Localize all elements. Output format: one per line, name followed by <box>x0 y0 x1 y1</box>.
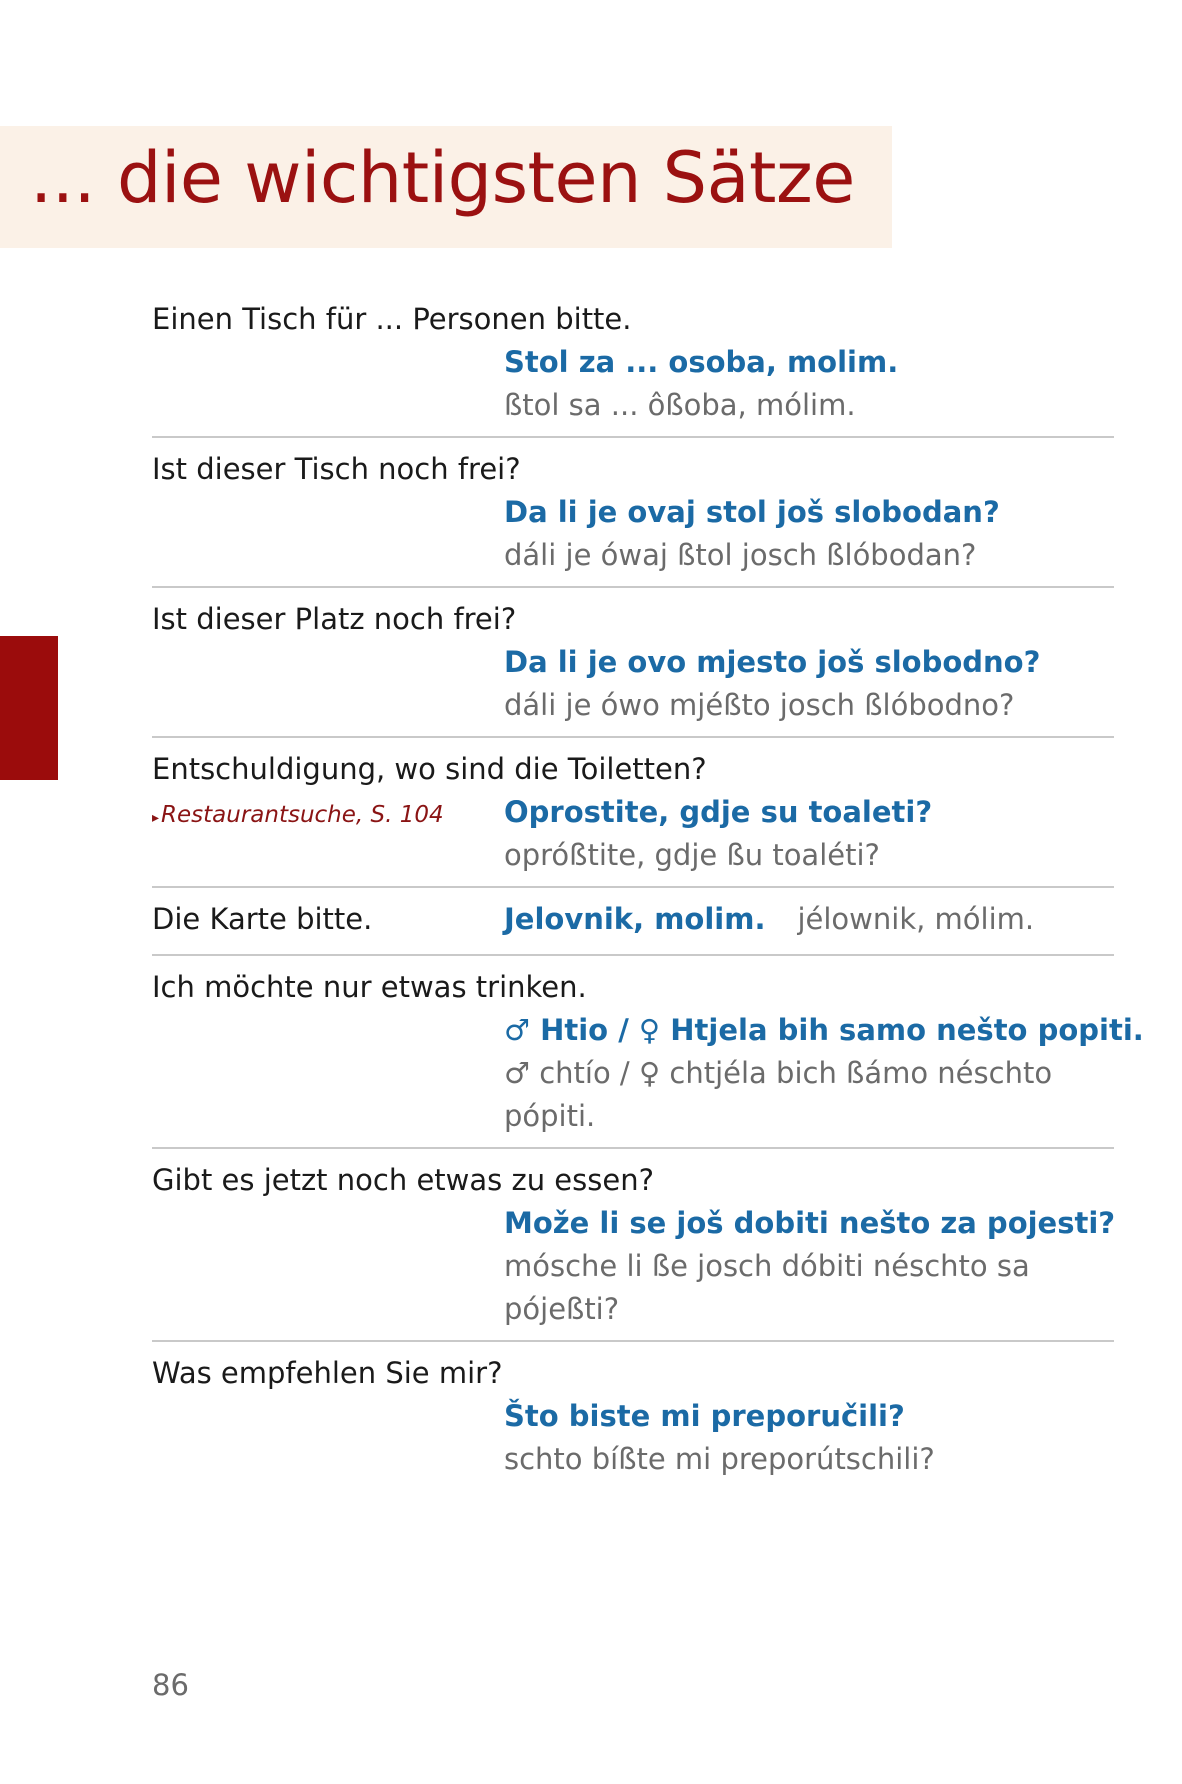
phrase-entry <box>152 966 1144 1149</box>
german-phrase: Einen Tisch für ... Personen bitte. <box>152 302 632 336</box>
pronunciation: ♂ chtío / ♀ chtjéla bich ßámo néschto pópiti. <box>504 1056 1053 1133</box>
female-symbol-icon: ♀ <box>638 1013 661 1047</box>
cross-reference-link[interactable] <box>152 802 504 828</box>
translation: Jelovnik, molim. <box>504 902 766 936</box>
pronunciation: jélownik, mólim. <box>797 902 1035 936</box>
german-phrase: Ich möchte nur etwas trinken. <box>152 970 587 1004</box>
phrase-entry <box>152 1159 1114 1342</box>
translation: Oprostite, gdje su toaleti? <box>504 795 933 829</box>
pronunciation-female: chtjéla bich ßámo néschto pópiti. <box>504 1056 1053 1133</box>
german-phrase: Die Karte bitte. <box>152 902 373 936</box>
cross-reference-text: Restaurantsuche, S. 104 <box>161 802 444 828</box>
german-phrase: Gibt es jetzt noch etwas zu essen? <box>152 1163 654 1197</box>
translation: ♂ Htio / ♀ Htjela bih samo nešto popiti. <box>504 1013 1144 1047</box>
female-symbol-icon: ♀ <box>638 1056 661 1090</box>
german-phrase: Entschuldigung, wo sind die Toiletten? <box>152 752 707 786</box>
translation: Stol za ... osoba, molim. <box>504 345 899 379</box>
male-symbol-icon: ♂ <box>504 1056 530 1090</box>
german-phrase: Ist dieser Platz noch frei? <box>152 602 517 636</box>
pronunciation: dáli je ówo mjéßto josch ßlóbodno? <box>504 688 1015 722</box>
pronunciation: schto bíßte mi preporútschili? <box>504 1442 935 1476</box>
arrow-icon: ▸ <box>152 810 160 826</box>
phrase-entry <box>152 1352 1114 1490</box>
translation: Može li se još dobiti nešto za pojesti? <box>504 1206 1116 1240</box>
translation-male: Htio <box>540 1013 609 1047</box>
pronunciation-male: chtío <box>539 1056 611 1090</box>
phrase-entry <box>152 598 1114 738</box>
pronunciation: dáli je ówaj ßtol josch ßlóbodan? <box>504 538 977 572</box>
chapter-tab-marker <box>0 636 58 780</box>
pronunciation: mósche li ße josch dóbiti néschto sa pójeßti? <box>504 1249 1030 1326</box>
phrase-list <box>152 298 1144 1500</box>
phrase-entry <box>152 448 1114 588</box>
pronunciation: opróßtite, gdje ßu toaléti? <box>504 838 880 872</box>
translation: Što biste mi preporučili? <box>504 1399 905 1433</box>
phrase-entry <box>152 298 1114 438</box>
phrase-entry <box>152 748 1114 888</box>
german-phrase: Ist dieser Tisch noch frei? <box>152 452 521 486</box>
page-title: ... die wichtigsten Sätze <box>30 137 855 219</box>
translation: Da li je ovaj stol još slobodan? <box>504 495 1000 529</box>
pronunciation: ßtol sa ... ôßoba, mólim. <box>504 388 856 422</box>
phrase-entry <box>152 898 1114 956</box>
translation-female: Htjela bih samo nešto popiti. <box>670 1013 1144 1047</box>
male-symbol-icon: ♂ <box>504 1013 530 1047</box>
german-phrase: Was empfehlen Sie mir? <box>152 1356 503 1390</box>
page-number: 86 <box>152 1668 189 1702</box>
translation: Da li je ovo mjesto još slobodno? <box>504 645 1041 679</box>
